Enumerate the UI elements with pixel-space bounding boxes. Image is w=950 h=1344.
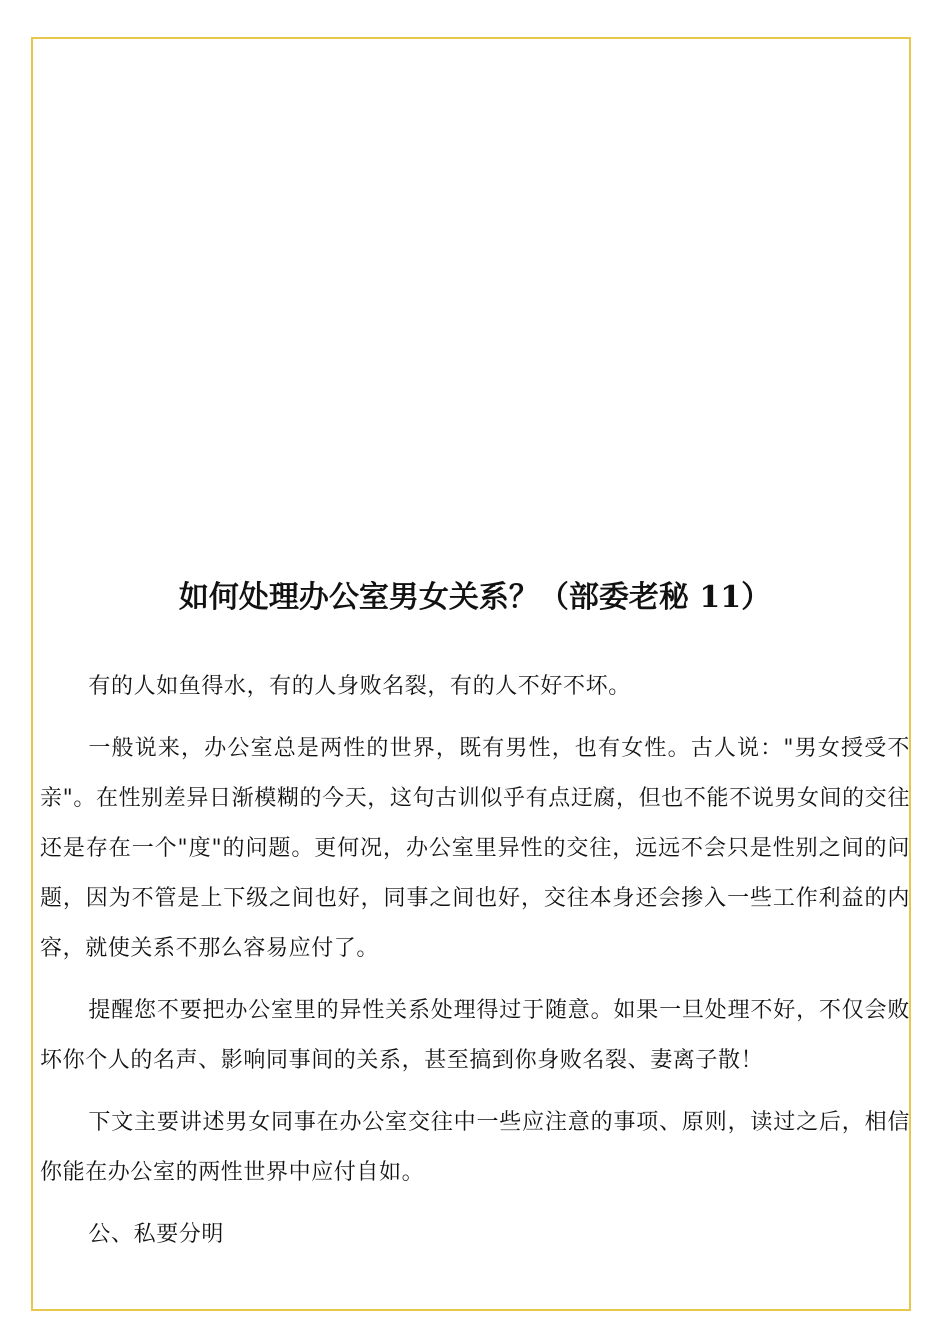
paragraph-general: 一般说来，办公室总是两性的世界，既有男性，也有女性。古人说："男女授受不亲"。在性别差异日渐模糊的今天，这句古训似乎有点迂腐，但也不能不说男女间的交往还是存在一个"度"的问题。更何况，办公室里异性的交往，远远不会只是性别之间的问题，因为不管是上下级之间也好，同事之间也好，交往本身还会掺入一些工作利益的内容，就使关系不那么容易应付了。 — [40, 736, 910, 961]
paragraph-intro: 有的人如鱼得水，有的人身败名裂，有的人不好不坏。 — [88, 674, 631, 699]
section-heading: 公、私要分明 — [88, 1222, 224, 1247]
document-body — [40, 662, 910, 1272]
paragraph-reminder: 提醒您不要把办公室里的异性关系处理得过于随意。如果一旦处理不好，不仅会败坏你个人的名声、影响同事间的关系，甚至搞到你身败名裂、妻离子散！ — [40, 998, 910, 1073]
paragraph-overview: 下文主要讲述男女同事在办公室交往中一些应注意的事项、原则，读过之后，相信你能在办公室的两性世界中应付自如。 — [40, 1110, 910, 1185]
document-title: 如何处理办公室男女关系？（部委老秘 11） — [178, 580, 772, 615]
